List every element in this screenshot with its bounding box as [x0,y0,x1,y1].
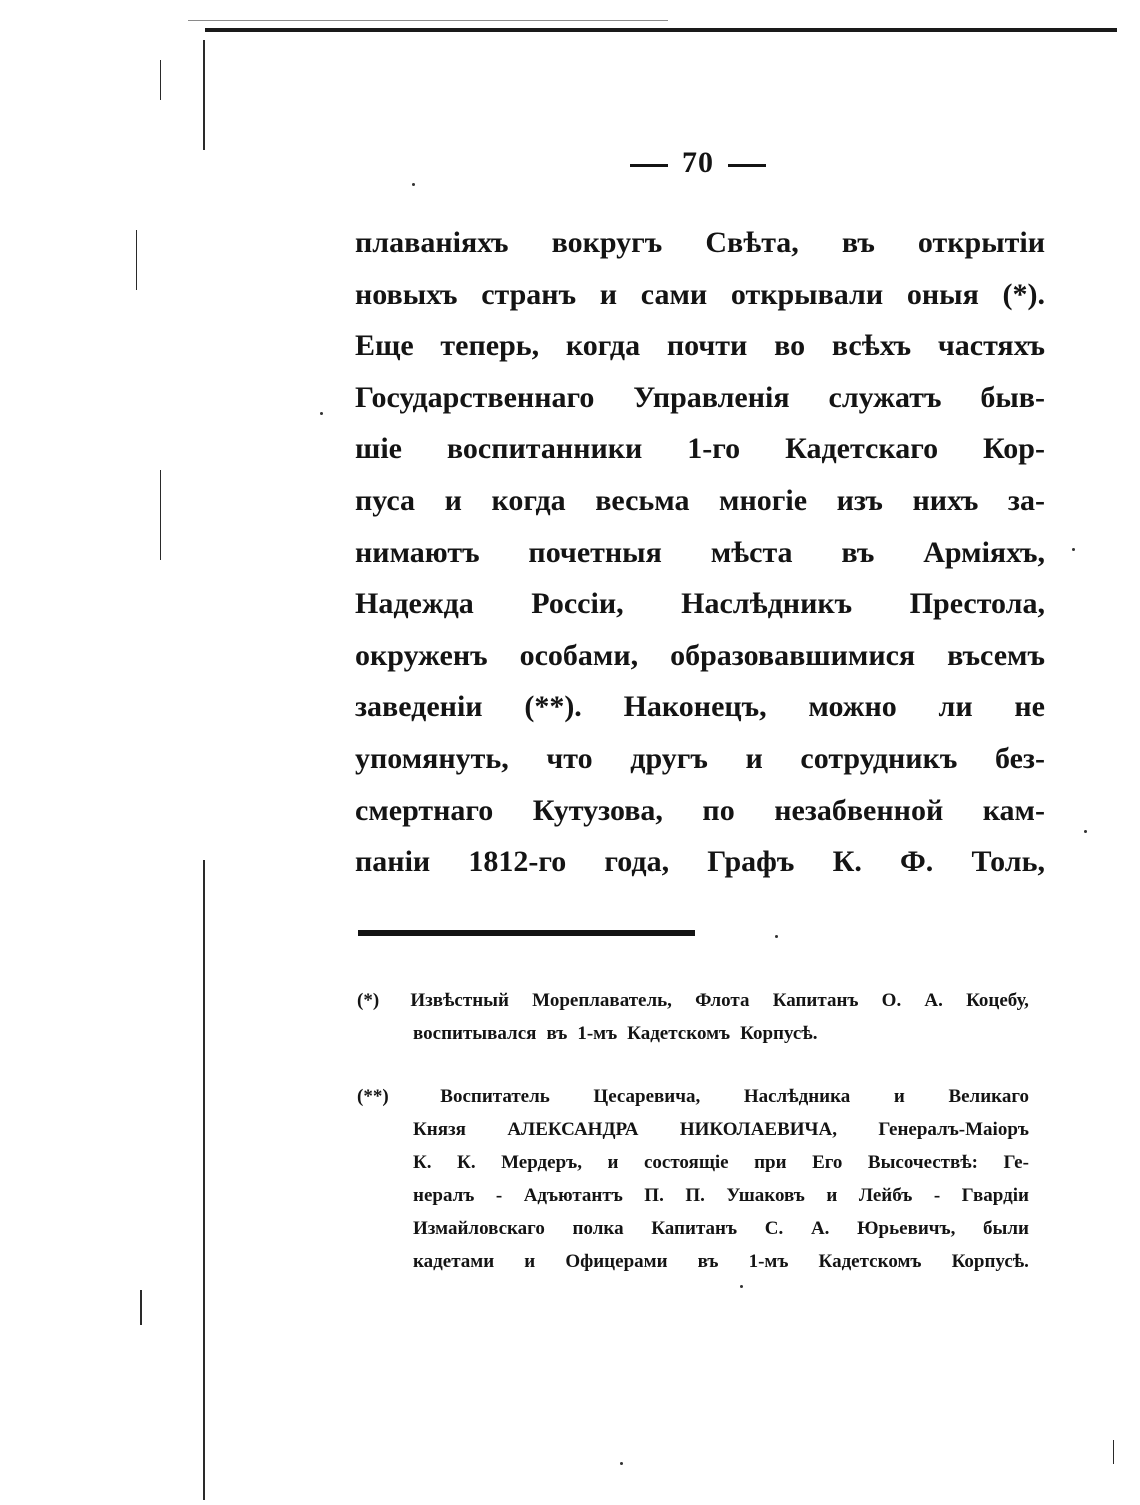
body-word: Наконецъ, [623,690,767,724]
body-word: Россіи, [531,587,624,621]
body-line [355,733,1045,785]
body-word: Арміяхъ, [923,535,1045,569]
page-number [540,146,856,180]
body-line [355,527,1045,579]
footnote-word: Юрьевичъ, [857,1218,956,1239]
body-line [355,681,1045,733]
footnote-word: въ [546,1023,568,1044]
body-word: смертнаго [355,793,494,827]
scan-speck [620,1462,623,1465]
body-word: когда [565,329,641,363]
body-word: когда [491,483,566,517]
body-word: и [745,741,763,775]
footnote-word: Измайловскаго [413,1218,545,1239]
body-word: без- [994,741,1045,775]
scan-speck [775,935,778,938]
footnote-word: и [893,1086,905,1107]
body-word: К. [832,845,862,879]
body-word: Еще [355,329,414,363]
footnote-marker: (**) [357,1086,389,1107]
body-word: Кор- [983,432,1045,466]
footnote-word: Флота [695,990,750,1011]
footnote-word: НИКОЛАЕВИЧА, [679,1119,837,1140]
body-word: Престола, [909,587,1045,621]
footnote-line [357,1212,1029,1245]
footnote-word: Гвардіи [961,1185,1029,1206]
footnote-word: Его [812,1152,843,1173]
footnote-word: 1-мъ [577,1023,618,1044]
footnote-rule [358,930,695,936]
gutter-shadow-line [203,860,205,1500]
body-line [355,217,1045,269]
footnote-word: въ [697,1251,719,1272]
body-word: Кадетскаго [785,432,939,466]
footnote-word: Мердеръ, [501,1152,582,1173]
footnote-word: К. [413,1152,432,1173]
footnotes [357,984,1029,1308]
body-word: можно [808,690,897,724]
body-word: паніи [355,845,431,879]
footnote-word: и [607,1152,619,1173]
body-word: по [702,793,735,827]
footnote-word: Корпусѣ. [740,1023,818,1044]
footnote-word: и [524,1251,536,1272]
footnote-line [357,1179,1029,1212]
footnote-word: состоящіе [643,1152,729,1173]
footnote-word: Извѣстный [410,990,509,1011]
body-word: теперь, [440,329,540,363]
body-word: сотрудникъ [800,741,958,775]
body-word: особами, [519,638,639,672]
body-line [355,475,1045,527]
footnote-word: Ге- [1003,1152,1029,1173]
body-line [355,320,1045,372]
body-word: Надежда [355,587,474,621]
body-word: другъ [630,741,708,775]
body-word: всѣхъ [831,329,912,363]
body-word: Ф. [900,845,934,879]
footnote-word: Адъютантъ [523,1185,623,1206]
footnote-word: Лейбъ [858,1185,913,1206]
body-word: и [599,277,618,311]
footnote-word: Мореплаватель, [532,990,672,1011]
body-word: пуса [355,483,416,517]
body-word: упомянуть, [355,741,509,775]
top-border-rule [205,28,1117,32]
footnote-line [357,1245,1029,1278]
scan-edge-line [188,20,668,21]
footnote-word: А. [810,1218,830,1239]
footnote-marker: (*) [357,990,380,1011]
footnote-word: - [933,1185,941,1206]
footnote-word: Князя [413,1119,466,1140]
footnote-word: К. [457,1152,476,1173]
body-word: сами [640,277,708,311]
body-word: быв- [980,380,1045,414]
footnote-word: полка [572,1218,624,1239]
body-word: незабвенной [774,793,944,827]
body-word: весьма [595,483,690,517]
body-word: Графъ [707,845,795,879]
body-word: частяхъ [937,329,1045,363]
body-line [355,785,1045,837]
body-word: изъ [836,483,883,517]
body-word: во [774,329,806,363]
footnote-word: Кадетскомъ [818,1251,922,1272]
body-word: служатъ [828,380,942,414]
gutter-shadow-line [140,1290,142,1325]
footnote-word: Цесаревича, [593,1086,701,1107]
body-word: открывали [730,277,884,311]
body-word: за- [1007,483,1045,517]
body-word: 1812-го [468,845,567,879]
gutter-shadow-line [203,40,205,150]
gutter-shadow-line [160,60,161,100]
body-word: заведеніи [355,690,483,724]
body-word: 1-го [687,432,741,466]
footnote-word: Коцебу, [966,990,1029,1011]
gutter-shadow-line [136,230,137,290]
footnote-word: и [826,1185,838,1206]
body-line [355,630,1045,682]
page-number-dash [728,164,766,167]
body-word: Наслѣдникъ [681,587,853,621]
body-word: не [1014,690,1045,724]
footnote-word: П. [644,1185,664,1206]
footnote-word: А. [924,990,943,1011]
body-word: почти [666,329,748,363]
body-word: мѣста [710,535,793,569]
footnote-word: П. [685,1185,705,1206]
footnote-word: кадетами [413,1251,495,1272]
scan-speck [320,412,323,415]
footnote-word: Офицерами [565,1251,668,1272]
body-word: вокругъ [551,226,663,259]
footnote-word: Воспитатель [440,1086,550,1107]
footnote-word: 1-мъ [748,1251,789,1272]
scan-speck [1084,830,1087,833]
body-word: (**). [524,690,582,724]
footnote-word: при [754,1152,787,1173]
footnote-word: Великаго [948,1086,1029,1107]
footnote-line [357,1113,1029,1146]
footnote-word: были [983,1218,1029,1239]
body-line [355,269,1045,321]
footnote-word: АЛЕКСАНДРА [507,1119,639,1140]
footnote-word: Корпусѣ. [951,1251,1029,1272]
footnote-word: С. [764,1218,784,1239]
body-word: многіе [719,483,808,517]
gutter-shadow-line [1113,1440,1114,1464]
scan-speck [412,183,415,186]
footnote-word: Наслѣдника [743,1086,851,1107]
scan-speck [1072,548,1075,551]
footnote-line [357,984,1029,1017]
footnote-word: Капитанъ [651,1218,738,1239]
body-word: нихъ [912,483,979,517]
footnote-word: - [495,1185,503,1206]
body-word: Управленія [633,380,790,414]
body-word: и [444,483,462,517]
body-word: шіе [355,432,402,466]
footnote [357,984,1029,1050]
body-line [355,836,1045,888]
gutter-shadow-line [160,470,161,560]
body-word: новыхъ [355,277,458,311]
body-word: кам- [982,793,1045,827]
page-number-dash [630,164,668,167]
footnote-word: Высочествѣ: [867,1152,979,1173]
body-word: года, [604,845,670,879]
footnote-line [357,1080,1029,1113]
body-word: что [546,741,593,775]
body-word: въсемъ [947,638,1045,672]
body-word: нимаютъ [355,535,480,569]
footnote-word: О. [881,990,902,1011]
footnote-word: Генералъ-Маіоръ [878,1119,1029,1140]
body-word: Государственнаго [355,380,595,414]
body-word: плаваніяхъ [355,226,509,259]
body-word: Свѣта, [705,226,799,259]
footnote [357,1080,1029,1278]
body-word: воспитанники [446,432,643,466]
body-word: окруженъ [355,638,488,672]
footnote-word: Капитанъ [772,990,859,1011]
body-word: (*). [1002,277,1045,311]
footnote-word: Ушаковъ [726,1185,805,1206]
body-word: открытіи [917,226,1045,259]
footnote-line [357,1146,1029,1179]
body-word: Кутузова, [532,793,663,827]
body-word: образовавшимися [670,638,916,672]
body-word: оныя [906,277,979,311]
footnote-line [357,1017,1029,1050]
footnote-word: воспитывался [413,1023,537,1044]
body-line [355,372,1045,424]
body-word: почетныя [528,535,662,569]
body-line [355,423,1045,475]
footnote-word: нералъ [413,1185,475,1206]
body-word: ли [938,690,973,724]
body-line [355,578,1045,630]
page-number-value: 70 [682,146,714,179]
body-word: Толь, [971,845,1045,879]
body-word: въ [841,535,875,569]
body-word: въ [841,226,875,259]
footnote-word: Кадетскомъ [627,1023,731,1044]
body-text [355,217,1045,888]
body-word: странъ [481,277,577,311]
